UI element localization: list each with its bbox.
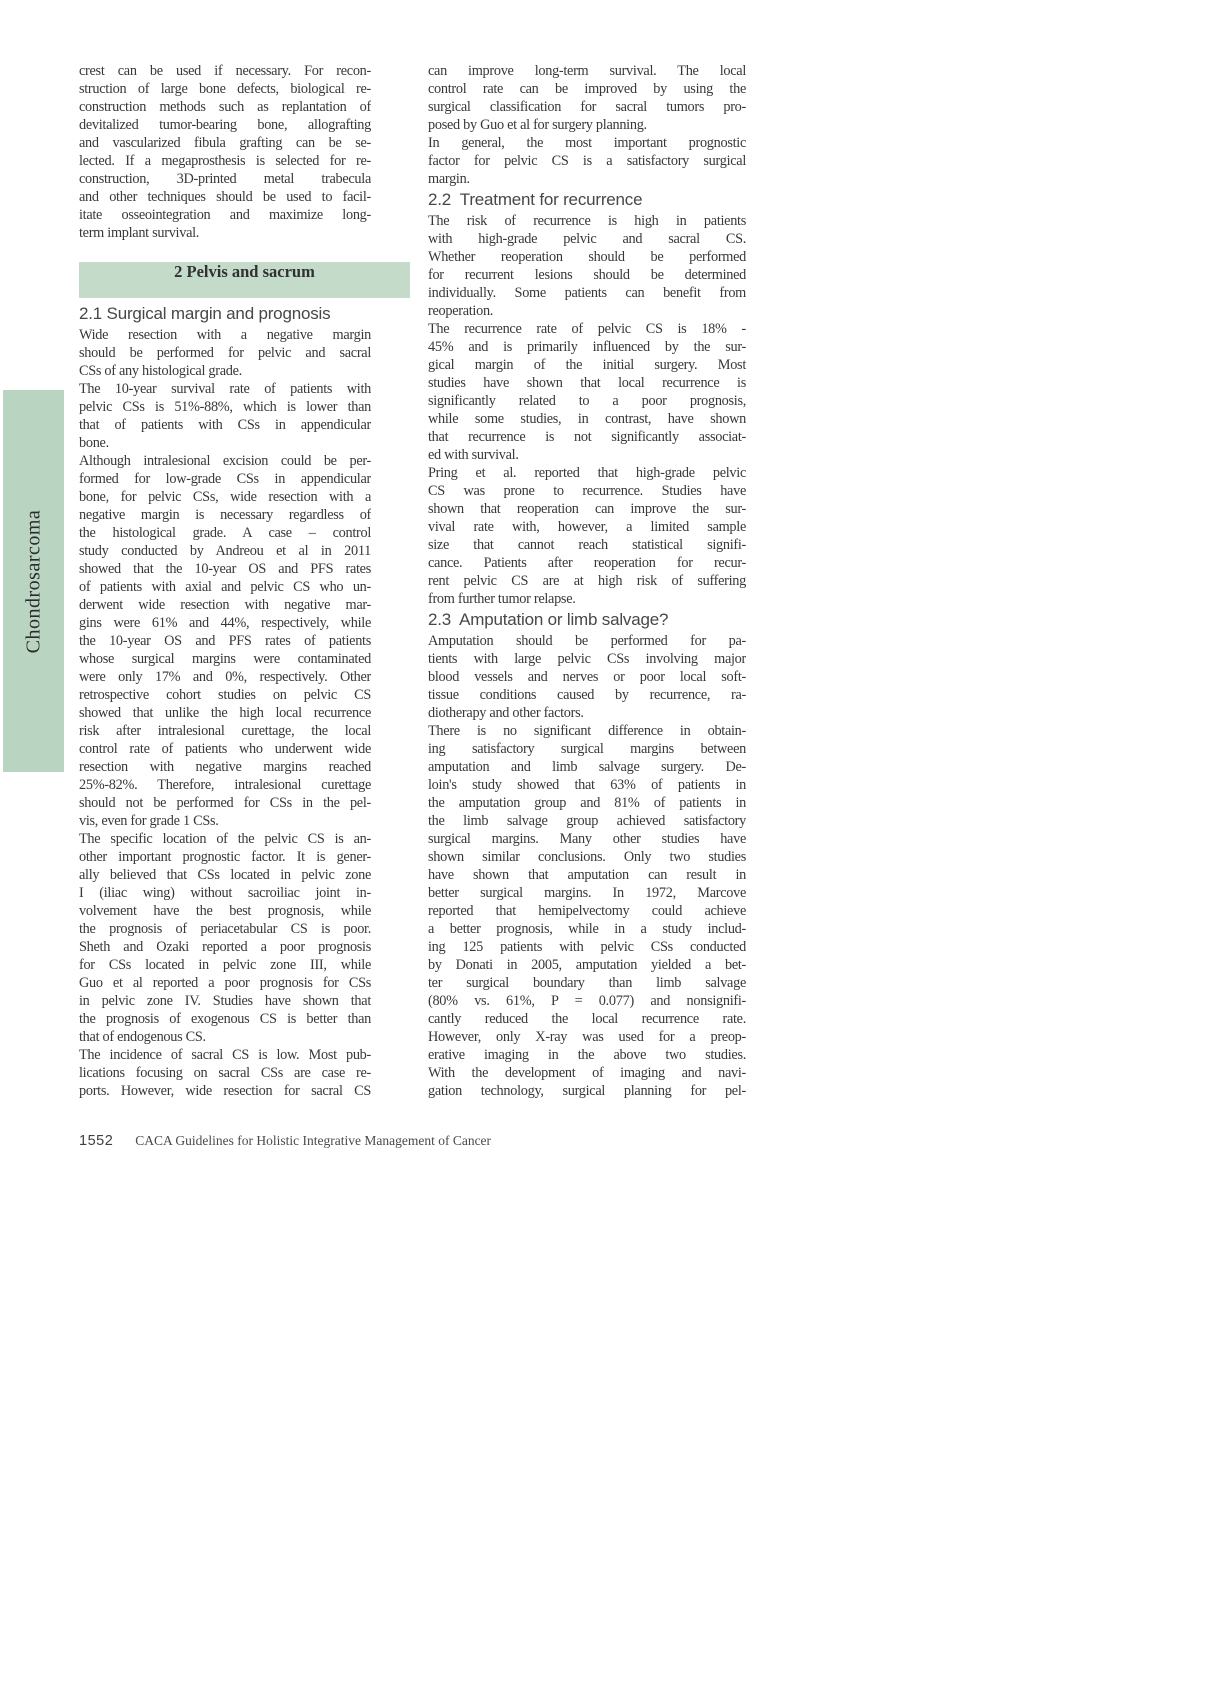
paragraph xyxy=(428,722,746,1100)
text-line: that of patients with CSs in appendicular xyxy=(79,417,371,433)
text-line: term implant survival. xyxy=(79,225,200,241)
text-line: in pelvic zone IV. Studies have shown that xyxy=(79,993,371,1009)
text-line: There is no significant difference in obtain- xyxy=(428,723,746,739)
text-line: lications focusing on sacral CSs are case re- xyxy=(79,1065,371,1081)
text-line: that recurrence is not significantly associat- xyxy=(428,429,746,445)
text-line: I (iliac wing) without sacroiliac joint in- xyxy=(79,885,371,901)
text-line: shown that reoperation can improve the sur- xyxy=(428,501,746,517)
text-line: crest can be used if necessary. For recon- xyxy=(79,63,371,79)
text-line: erative imaging in the above two studies. xyxy=(428,1047,746,1063)
text-line: Guo et al reported a poor prognosis for CSs xyxy=(79,975,371,991)
page-number: 1552 xyxy=(79,1133,114,1149)
text-line: better surgical margins. In 1972, Marcove xyxy=(428,885,746,901)
text-line: size that cannot reach statistical signifi- xyxy=(428,537,746,553)
paragraph xyxy=(428,134,746,188)
paragraph xyxy=(428,632,746,722)
text-line: risk after intralesional curettage, the local xyxy=(79,723,371,739)
text-line: However, only X-ray was used for a preop- xyxy=(428,1029,746,1045)
text-line: should not be performed for CSs in the pel- xyxy=(79,795,371,811)
text-line: Amputation should be performed for pa- xyxy=(428,633,746,649)
left-column xyxy=(79,62,371,1100)
text-line: With the development of imaging and navi- xyxy=(428,1065,746,1081)
text-line: The incidence of sacral CS is low. Most pub- xyxy=(79,1047,371,1063)
text-line: for recurrent lesions should be determined xyxy=(428,267,746,283)
text-line: the limb salvage group achieved satisfactory xyxy=(428,813,746,829)
text-line: pelvic CSs is 51%-88%, which is lower than xyxy=(79,399,371,415)
text-line: The 10-year survival rate of patients with xyxy=(79,381,371,397)
text-line: cance. Patients after reoperation for recur- xyxy=(428,555,746,571)
text-line: rent pelvic CS are at high risk of suffering xyxy=(428,573,746,589)
text-line: control rate can be improved by using the xyxy=(428,81,746,97)
text-line: CS was prone to recurrence. Studies have xyxy=(428,483,746,499)
text-line: itate osseointegration and maximize long- xyxy=(79,207,371,223)
text-line: loin's study showed that 63% of patients in xyxy=(428,777,746,793)
footer xyxy=(79,1132,491,1150)
paragraph xyxy=(428,212,746,320)
text-line: retrospective cohort studies on pelvic CS xyxy=(79,687,371,703)
text-line: bone, for pelvic CSs, wide resection with a xyxy=(79,489,371,505)
text-line: lected. If a megaprosthesis is selected for re- xyxy=(79,153,371,169)
text-line: ter surgical boundary than limb salvage xyxy=(428,975,746,991)
text-line: volvement have the best prognosis, while xyxy=(79,903,371,919)
text-line: construction, 3D-printed metal trabecula xyxy=(79,171,371,187)
paragraph xyxy=(79,62,371,242)
paragraph xyxy=(79,452,371,830)
text-line: of patients with axial and pelvic CS who un- xyxy=(79,579,371,595)
text-line: bone. xyxy=(79,435,109,451)
paragraph xyxy=(79,1046,371,1100)
section-band: 2 Pelvis and sacrum xyxy=(79,262,410,298)
text-line: struction of large bone defects, biological re- xyxy=(79,81,371,97)
section-heading: 2.3 Amputation or limb salvage? xyxy=(428,610,669,629)
text-line: margin. xyxy=(428,171,470,187)
text-line: The recurrence rate of pelvic CS is 18% - xyxy=(428,321,746,337)
text-line: can improve long-term survival. The local xyxy=(428,63,746,79)
text-line: reoperation. xyxy=(428,303,494,319)
paragraph xyxy=(428,464,746,608)
text-line: factor for pelvic CS is a satisfactory surgical xyxy=(428,153,746,169)
text-line: Sheth and Ozaki reported a poor prognosis xyxy=(79,939,371,955)
text-line: 45% and is primarily influenced by the sur- xyxy=(428,339,746,355)
text-line: with high-grade pelvic and sacral CS. xyxy=(428,231,746,247)
section-heading: 2.2 Treatment for recurrence xyxy=(428,190,643,209)
text-line: whose surgical margins were contaminated xyxy=(79,651,371,667)
text-line: cantly reduced the local recurrence rate. xyxy=(428,1011,746,1027)
text-line: study conducted by Andreou et al in 2011 xyxy=(79,543,371,559)
right-column xyxy=(428,62,746,1100)
text-line: the 10-year OS and PFS rates of patients xyxy=(79,633,371,649)
text-line: have shown that amputation can result in xyxy=(428,867,746,883)
text-line: gical margin of the initial surgery. Most xyxy=(428,357,746,373)
text-line: ports. However, wide resection for sacral CS xyxy=(79,1083,371,1099)
text-line: formed for low-grade CSs in appendicular xyxy=(79,471,371,487)
text-line: the prognosis of periacetabular CS is poor. xyxy=(79,921,371,937)
text-line: vis, even for grade 1 CSs. xyxy=(79,813,219,829)
text-line: gation technology, surgical planning for pel- xyxy=(428,1083,746,1099)
text-line: construction methods such as replantation of xyxy=(79,99,371,115)
paragraph xyxy=(79,830,371,1046)
paragraph xyxy=(79,326,371,380)
text-line: significantly related to a poor prognosis, xyxy=(428,393,746,409)
text-line: showed that the 10-year OS and PFS rates xyxy=(79,561,371,577)
text-line: tissue conditions caused by recurrence, ra- xyxy=(428,687,746,703)
text-line: negative margin is necessary regardless of xyxy=(79,507,371,523)
text-line: tients with large pelvic CSs involving major xyxy=(428,651,746,667)
text-line: posed by Guo et al for surgery planning. xyxy=(428,117,647,133)
text-line: The risk of recurrence is high in patients xyxy=(428,213,746,229)
text-line: ed with survival. xyxy=(428,447,519,463)
text-line: ing 125 patients with pelvic CSs conducted xyxy=(428,939,746,955)
text-line: Wide resection with a negative margin xyxy=(79,327,371,343)
text-line: surgical margins. Many other studies have xyxy=(428,831,746,847)
text-line: diotherapy and other factors. xyxy=(428,705,584,721)
text-line: the prognosis of exogenous CS is better than xyxy=(79,1011,371,1027)
text-line: gins were 61% and 44%, respectively, while xyxy=(79,615,371,631)
chapter-side-tab xyxy=(3,390,64,772)
chapter-side-tab-label: Chondrosarcoma xyxy=(22,509,45,653)
text-line: Whether reoperation should be performed xyxy=(428,249,746,265)
text-line: individually. Some patients can benefit from xyxy=(428,285,746,301)
text-line: devitalized tumor-bearing bone, allografting xyxy=(79,117,371,133)
paragraph xyxy=(428,62,746,134)
text-line: the histological grade. A case – control xyxy=(79,525,371,541)
section-heading: 2.1 Surgical margin and prognosis xyxy=(79,304,331,323)
text-line: CSs of any histological grade. xyxy=(79,363,242,379)
text-line: resection with negative margins reached xyxy=(79,759,371,775)
text-line: that of endogenous CS. xyxy=(79,1029,206,1045)
text-line: ally believed that CSs located in pelvic zone xyxy=(79,867,371,883)
text-line: In general, the most important prognostic xyxy=(428,135,746,151)
paragraph xyxy=(79,380,371,452)
text-line: amputation and limb salvage surgery. De- xyxy=(428,759,746,775)
text-line: from further tumor relapse. xyxy=(428,591,576,607)
paragraph xyxy=(428,320,746,464)
text-line: should be performed for pelvic and sacral xyxy=(79,345,371,361)
text-line: control rate of patients who underwent wide xyxy=(79,741,371,757)
text-line: studies have shown that local recurrence is xyxy=(428,375,746,391)
text-line: while some studies, in contrast, have shown xyxy=(428,411,746,427)
text-line: the amputation group and 81% of patients in xyxy=(428,795,746,811)
text-line: by Donati in 2005, amputation yielded a bet- xyxy=(428,957,746,973)
footer-title: CACA Guidelines for Holistic Integrative Management of Cancer xyxy=(135,1133,492,1148)
text-line: reported that hemipelvectomy could achieve xyxy=(428,903,746,919)
text-line: and other techniques should be used to facil- xyxy=(79,189,371,205)
text-line: and vascularized fibula grafting can be se- xyxy=(79,135,371,151)
text-line: surgical classification for sacral tumors pro- xyxy=(428,99,746,115)
text-line: blood vessels and nerves or poor local soft- xyxy=(428,669,746,685)
text-line: Although intralesional excision could be per- xyxy=(79,453,371,469)
text-line: ing satisfactory surgical margins between xyxy=(428,741,746,757)
text-line: showed that unlike the high local recurrence xyxy=(79,705,371,721)
text-line: The specific location of the pelvic CS is an- xyxy=(79,831,371,847)
text-line: 25%-82%. Therefore, intralesional curettage xyxy=(79,777,371,793)
text-line: shown similar conclusions. Only two studies xyxy=(428,849,746,865)
text-line: a better prognosis, while in a study includ- xyxy=(428,921,746,937)
text-line: for CSs located in pelvic zone III, while xyxy=(79,957,371,973)
text-line: (80% vs. 61%, P = 0.077) and nonsignifi- xyxy=(428,993,746,1009)
text-line: derwent wide resection with negative mar- xyxy=(79,597,371,613)
text-line: were only 17% and 0%, respectively. Other xyxy=(79,669,371,685)
text-line: vival rate with, however, a limited sample xyxy=(428,519,746,535)
text-line: Pring et al. reported that high-grade pelvic xyxy=(428,465,746,481)
text-line: other important prognostic factor. It is gener- xyxy=(79,849,371,865)
